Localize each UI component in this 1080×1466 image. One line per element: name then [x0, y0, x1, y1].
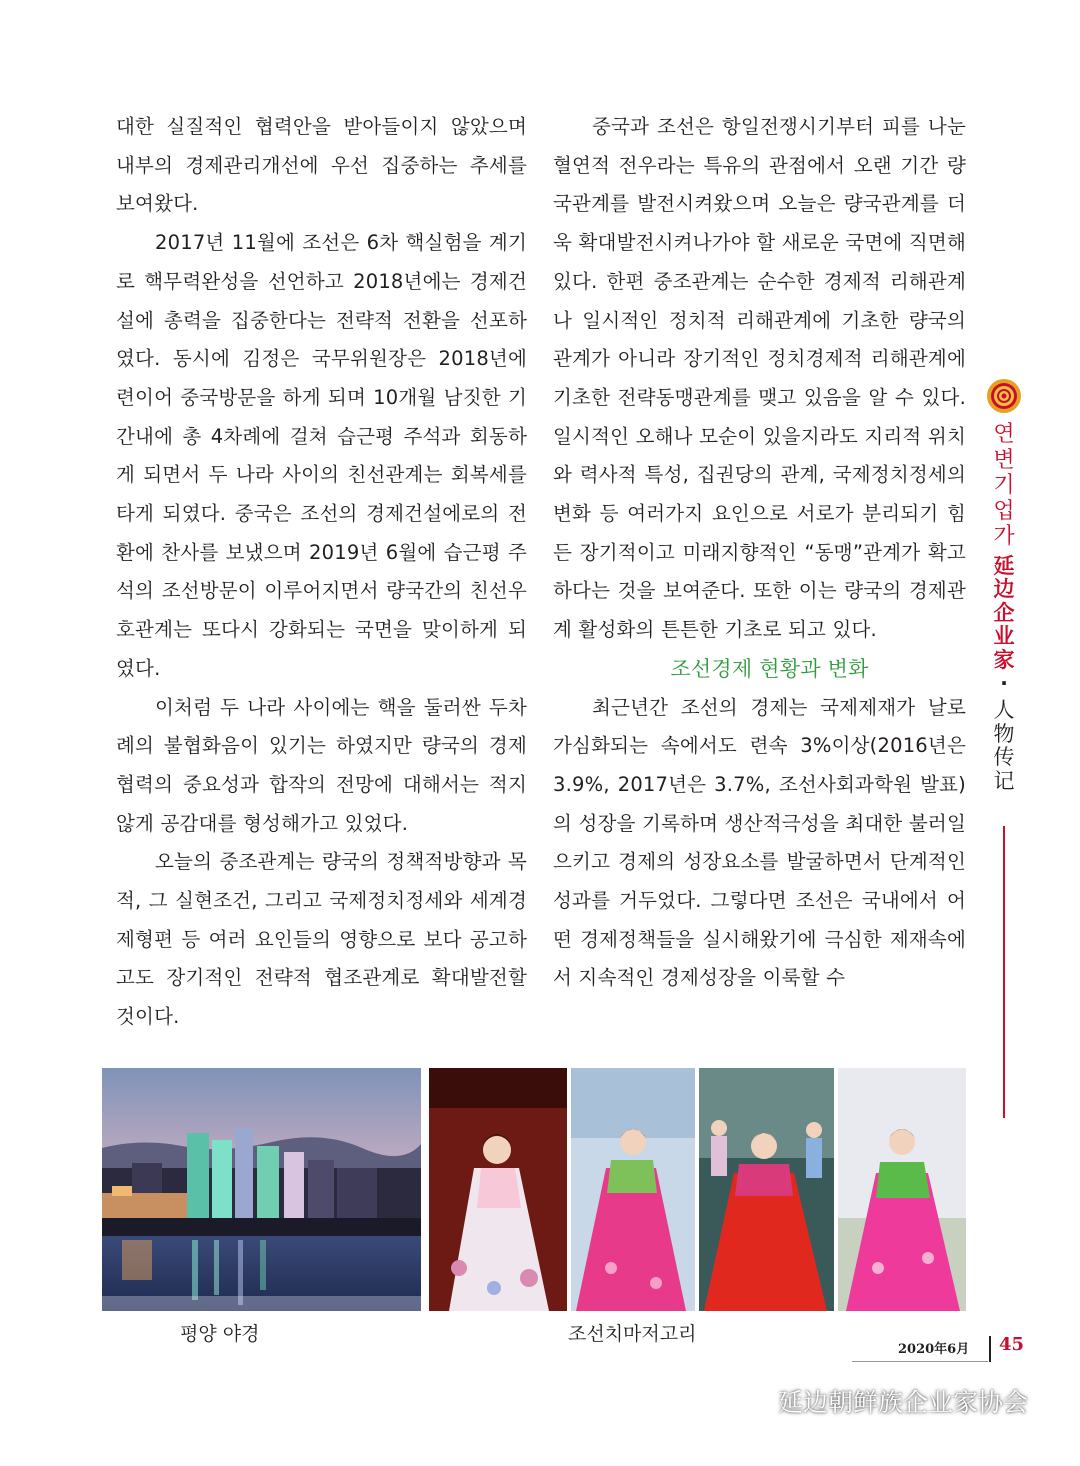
banner-char: 物: [993, 721, 1015, 746]
left-paragraph-1: 대한 실질적인 협력안을 받아들이지 않았으며 내부의 경제관리개선에 우선 집중하는 추세를 보여왔다.: [116, 115, 527, 216]
caption-pyongyang: 평양 야경: [180, 1323, 260, 1345]
right-column: [553, 108, 966, 998]
wechat-icon: [738, 1387, 772, 1415]
footer-date: 2020年6月: [898, 1342, 970, 1357]
banner-divider: [1003, 826, 1005, 1118]
footer-rule: [852, 1361, 988, 1362]
banner-char: 家: [993, 646, 1015, 672]
hanbok-photo-2: [571, 1068, 695, 1311]
banner-chinese-title: [994, 554, 1015, 672]
wechat-watermark: [738, 1383, 1028, 1419]
right-paragraph-2: 최근년간 조선의 경제는 국제제재가 날로 가심화되는 속에서도 련속 3%이상(2016년은 3.9%, 2017년은 3.7%, 조선사회과학원 발표)의 성장을 기록하며 생산적극성을 최대한 불러일으키고 경제의 성장요소를 발굴하면서 단계적인 성과를 거두었다. 그렇다면 조선은 국내에서 어떤 경제정책들을 실시해왔기에 극심한 제재속에서 지속적인 경제성장을 이룩할 수: [553, 695, 966, 990]
section-heading: 조선경제 현황과 변화: [670, 656, 869, 681]
caption-hanbok: 조선치마저고리: [568, 1323, 697, 1345]
right-paragraph-1: 중국과 조선은 항일전쟁시기부터 피를 나눈 혈연적 전우라는 특유의 관점에서 오랜 기간 량국관계를 발전시켜왔으며 오늘은 량국관계를 더욱 확대발전시켜나가야 할 새로운 국면에 직면해있다. 한편 중조관계는 순수한 경제적 리해관계나 일시적인 정치적 리해관계에 기초한 량국의 관계가 아니라 장기적인 정치경제적 리해관계에 기초한 전략동맹관계를 맺고 있음을 알 수 있다. 일시적인 오해나 모순이 있을지라도 지리적 위치와 력사적 특성, 집권당의 관계, 국제정치정세의 변화 등 여러가지 요인으로 서로가 분리되기 힘든 장기적이고 미래지향적인 “동맹”관계가 확고하다는 것을 보여준다. 또한 이는 량국의 경제관계 활성화의 튼튼한 기초로 되고 있다.: [553, 115, 966, 642]
banner-char: 기: [993, 473, 1015, 498]
banner-char: 传: [993, 745, 1015, 769]
banner-char: 변: [993, 447, 1015, 473]
left-paragraph-3: 이처럼 두 나라 사이에는 핵을 둘러싼 두차례의 불협화음이 있기는 하였지만 량국의 경제협력의 중요성과 합작의 전망에 대해서는 적지 않게 공감대를 형성해가고 있었다.: [116, 695, 527, 835]
banner-char: 记: [993, 768, 1015, 793]
banner-dot: ·: [1000, 671, 1008, 695]
banner-char: 가: [993, 524, 1015, 549]
page-number: 45: [999, 1334, 1025, 1355]
banner-char: 延: [993, 552, 1015, 578]
hanbok-photo-4: [838, 1068, 966, 1311]
banner-char: 业: [993, 623, 1015, 648]
footer-separator: [989, 1336, 991, 1362]
left-paragraph-4: 오늘의 중조관계는 량국의 정책적방향과 목적, 그 실현조건, 그리고 국제정치정세와 세계경제형편 등 여러 요인들의 영향으로 보다 공고하고도 장기적인 전략적 협조관계로 확대발전할 것이다.: [116, 850, 527, 1029]
hanbok-photo-3: [699, 1068, 834, 1311]
banner-char: 업: [993, 498, 1015, 524]
side-banner: [984, 378, 1024, 793]
banner-char: 연: [993, 422, 1015, 447]
banner-char: 企: [993, 599, 1015, 625]
magazine-logo-icon: [986, 378, 1022, 414]
banner-section-title: [994, 699, 1015, 793]
left-paragraph-2: 2017년 11월에 조선은 6차 핵실험을 계기로 핵무력완성을 선언하고 2018년에는 경제건설에 총력을 집중한다는 전략적 전환을 선포하였다. 동시에 김정은 국무위원장은 2018년에 련이어 중국방문을 하게 되며 10개월 남짓한 기간내에 총 4차례에 걸쳐 습근평 주석과 회동하게 되면서 두 나라 사이의 친선관계는 회복세를 타게 되였다. 중국은 조선의 경제건설에로의 전환에 찬사를 보냈으며 2019년 6월에 습근평 주석의 조선방문이 이루어지면서 량국간의 친선우호관계는 또다시 강화되는 국면을 맞이하게 되였다.: [116, 231, 528, 680]
banner-char: 边: [993, 576, 1015, 601]
watermark-text: 延边朝鲜族企业家协会: [778, 1388, 1029, 1417]
banner-korean-title: [993, 422, 1014, 550]
pyongyang-night-photo: [102, 1068, 421, 1311]
hanbok-photo-1: [429, 1068, 567, 1311]
left-column: [116, 108, 527, 1037]
banner-char: 人: [993, 698, 1015, 722]
